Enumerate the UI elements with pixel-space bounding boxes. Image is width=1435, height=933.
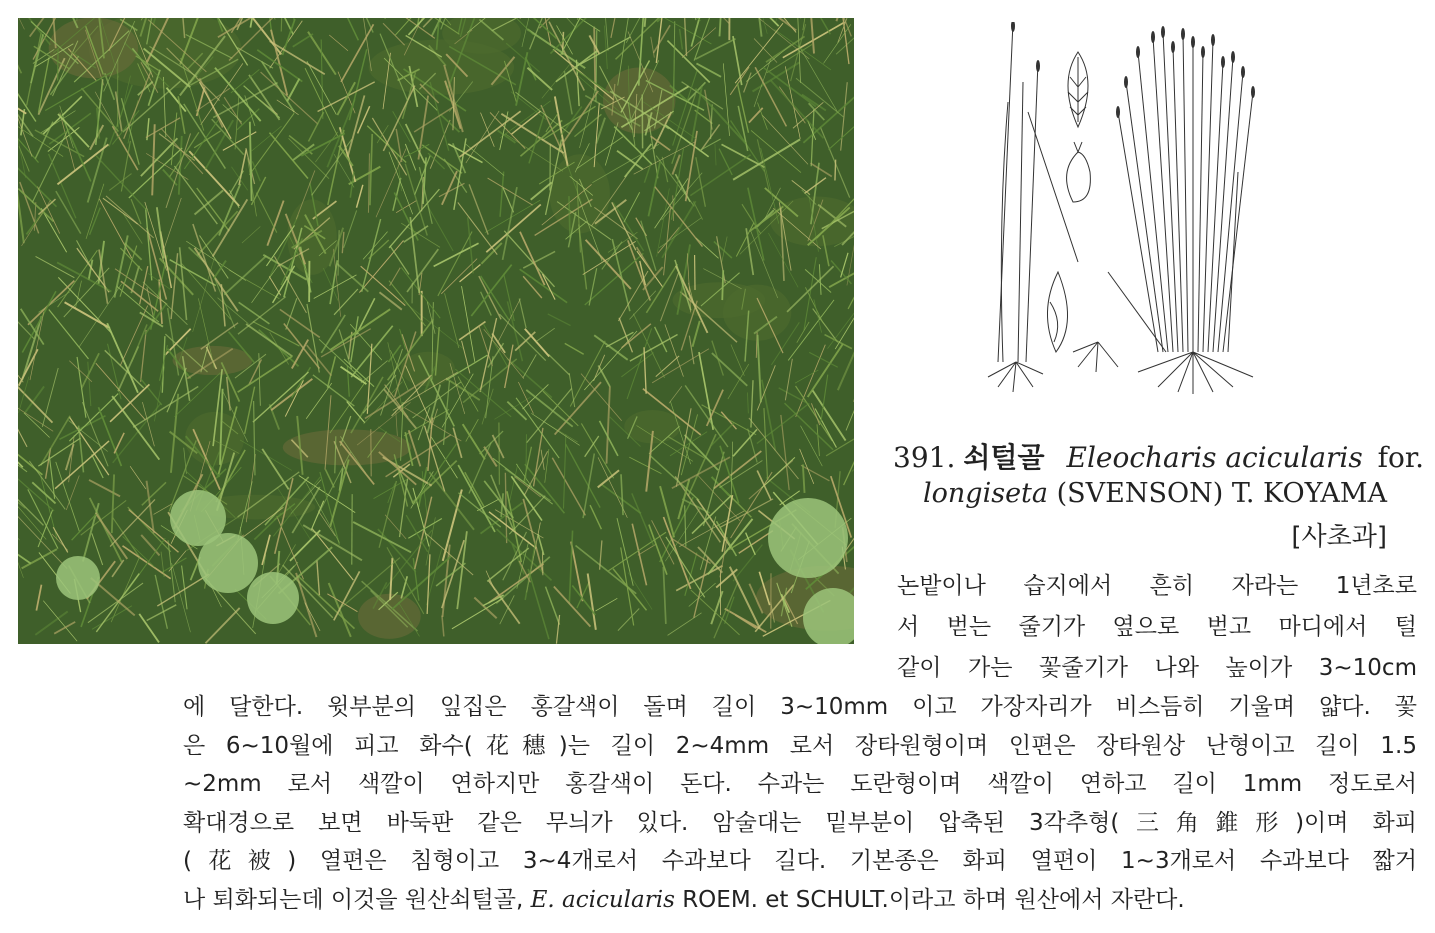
- description-line: 논밭이나 습지에서 흔히 자라는 1년초로: [897, 573, 1417, 599]
- grass-photo: [18, 18, 854, 644]
- last-line-scientific: E. acicularis: [530, 886, 675, 913]
- botanical-illustration: [978, 22, 1278, 394]
- description-line: ~2mm 로서 색깔이 연하지만 홍갈색이 돈다. 수과는 도란형이며 색깔이 연하고 길이 1mm 정도로서: [183, 771, 1417, 797]
- scientific-name-form: longiseta: [923, 478, 1048, 509]
- grass-photo-image: [18, 18, 854, 644]
- description-last-line: [183, 881, 1417, 920]
- description-line: 에 달한다. 윗부분의 잎집은 홍갈색이 돌며 길이 3~10mm 이고 가장자리가 비스듬히 기울며 얇다. 꽃: [183, 694, 1417, 720]
- description-line: (花被) 열편은 침형이고 3~4개로서 수과보다 길다. 기본종은 화피 열편이 1~3개로서 수과보다 짧거: [183, 848, 1417, 874]
- entry-number: 391.: [893, 441, 956, 474]
- description-line: 같이 가는 꽃줄기가 나와 높이가 3~10cm: [897, 655, 1417, 681]
- last-line-text-after: ROEM. et SCHULT.이라고 하며 원산에서 자란다.: [674, 886, 1185, 913]
- author-citation: (SVENSON) T. KOYAMA: [1056, 478, 1387, 509]
- description-intro: [897, 566, 1417, 689]
- description-line: 확대경으로 보면 바둑판 같은 무늬가 있다. 암술대는 밑부분이 압축된 3각추형(三角錐形)이며 화피: [183, 809, 1417, 836]
- korean-name: 쇠털골: [963, 441, 1045, 474]
- species-author-line: [923, 478, 1387, 516]
- last-line-text-before: 나 퇴화되는데 이것을 원산쇠털골,: [183, 886, 531, 913]
- botanical-illustration-drawing: [978, 22, 1278, 394]
- description-line: 서 벋는 줄기가 옆으로 벋고 마디에서 털: [897, 614, 1417, 640]
- family-name: [사초과]: [1291, 522, 1387, 552]
- scientific-name: Eleocharis acicularis: [1066, 441, 1363, 474]
- description-body: [183, 688, 1417, 919]
- description-line: 은 6~10월에 피고 화수(花穗)는 길이 2~4mm 로서 장타원형이며 인편은 장타원상 난형이고 길이 1.5: [183, 732, 1417, 759]
- species-title: [893, 436, 1425, 476]
- taxon-rank: for.: [1377, 441, 1425, 474]
